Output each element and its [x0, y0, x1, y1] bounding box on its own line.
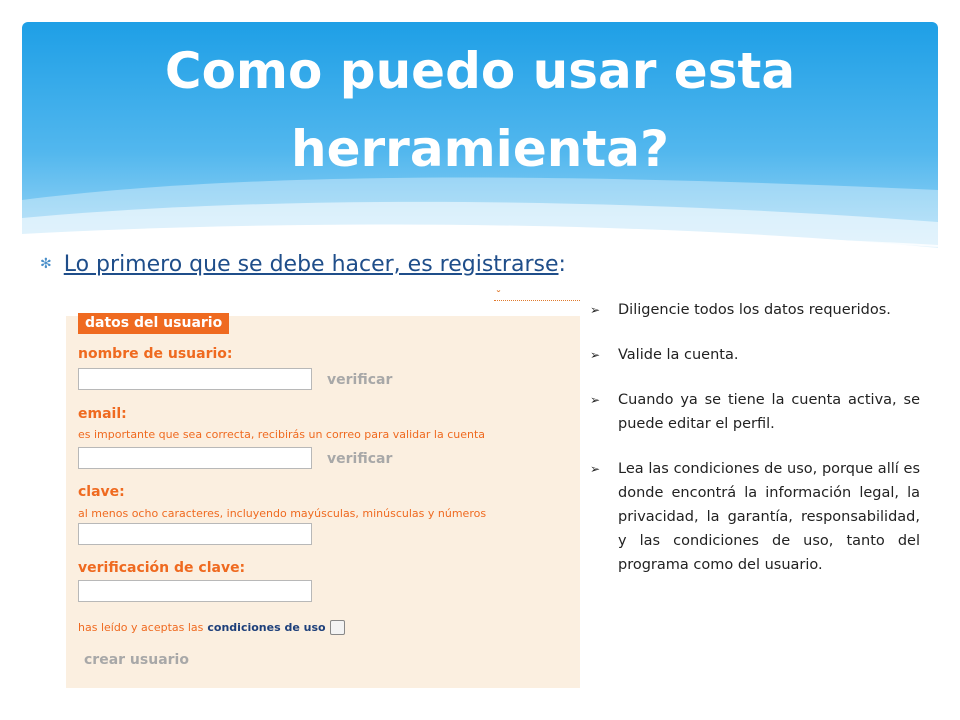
step-text: Valide la cuenta.: [618, 347, 739, 363]
password-hint: al menos ocho caracteres, incluyendo mayúsculas, minúsculas y números: [78, 507, 487, 520]
verify-username-button[interactable]: verificar: [327, 372, 393, 388]
email-input[interactable]: [78, 447, 312, 469]
email-label: email:: [78, 406, 127, 422]
step-text: Diligencie todos los datos requeridos.: [618, 302, 891, 318]
password-label: clave:: [78, 484, 125, 500]
instructions-list: [590, 298, 920, 598]
list-item: [590, 388, 920, 436]
star-bullet-icon: ✻: [40, 256, 52, 272]
section-title: datos del usuario: [78, 313, 229, 334]
decor-mark-icon: ˇ: [496, 290, 501, 301]
list-item: [590, 298, 920, 322]
email-hint: es importante que sea correcta, recibirás un correo para validar la cuenta: [78, 428, 486, 441]
arrow-right-icon: ➢: [590, 348, 601, 362]
verify-email-button[interactable]: verificar: [327, 451, 393, 467]
step-text: Lea las condiciones de uso, porque allí es donde encontrá la información legal, la privacidad, la garantía, responsabilidad, y las condiciones de uso, tanto del programa como del usuario.: [618, 461, 920, 573]
terms-row: [78, 620, 345, 635]
arrow-right-icon: ➢: [590, 393, 601, 407]
arrow-right-icon: ➢: [590, 303, 601, 317]
title-banner: [22, 22, 938, 258]
intro-link[interactable]: Lo primero que se debe hacer, es registrarse: [63, 251, 559, 277]
password-confirm-input[interactable]: [78, 580, 312, 602]
registration-form: [66, 288, 580, 688]
intro-bullet: [40, 244, 566, 284]
dotted-divider: [494, 300, 580, 301]
form-top-strip: [66, 288, 580, 316]
username-input[interactable]: [78, 368, 312, 390]
terms-text: has leído y aceptas las: [78, 621, 204, 634]
terms-link[interactable]: condiciones de uso: [207, 621, 326, 634]
list-item: [590, 343, 920, 367]
slide-title: Como puedo usar esta herramienta?: [164, 42, 796, 178]
list-item: [590, 457, 920, 577]
username-label: nombre de usuario:: [78, 346, 233, 362]
intro-colon: :: [558, 251, 566, 277]
step-text: Cuando ya se tiene la cuenta activa, se puede editar el perfil.: [618, 392, 920, 432]
arrow-right-icon: ➢: [590, 462, 601, 476]
checkbox-icon[interactable]: [330, 620, 345, 635]
password-confirm-label: verificación de clave:: [78, 560, 246, 576]
password-input[interactable]: [78, 523, 312, 545]
create-user-button[interactable]: crear usuario: [84, 652, 189, 668]
